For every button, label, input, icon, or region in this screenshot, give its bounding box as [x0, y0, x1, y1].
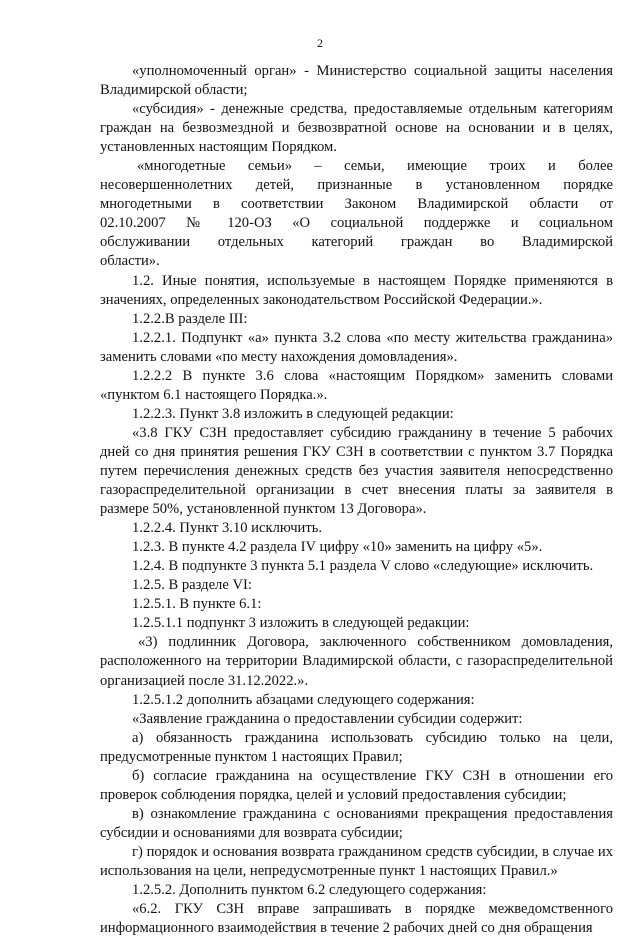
application-contents-intro: «Заявление гражданина о предоставлении субсидии содержит: — [132, 710, 523, 727]
clause-1-2-2-4: 1.2.2.4. Пункт 3.10 исключить. — [132, 520, 323, 537]
clause-1-2-2-3: 1.2.2.3. Пункт 3.8 изложить в следующей редакции: — [132, 405, 454, 422]
clause-1-2-2-2: 1.2.2.2 В пункте 3.6 слова «настоящим Порядком» заменить словами «пунктом 6.1 настоящего Порядка.». — [100, 367, 613, 403]
clause-1-2-5-1-2: 1.2.5.1.2 дополнить абзацами следующего содержания: — [132, 691, 475, 708]
list-item-v: в) ознакомление гражданина с основаниями прекращения предоставления субсидии и основаниями для возврата субсидии; — [100, 805, 613, 841]
clause-1-2-5: 1.2.5. В разделе VI: — [132, 577, 252, 594]
page-number: 2 — [317, 36, 323, 50]
quoted-subclause-3: «3) подлинник Договора, заключенного собственником домовладения, расположенного на территории Владимирской области, с газораспределительной организацией после 31.12.2022.». — [100, 634, 613, 689]
list-item-g: г) порядок и основания возврата гражданином средств субсидии, в случае их использования на цели, непредусмотренные пункт 1 настоящих Правил.» — [100, 843, 613, 879]
clause-1-2-5-1-1: 1.2.5.1.1 подпункт 3 изложить в следующей редакции: — [132, 615, 470, 632]
clause-1-2-2-1: 1.2.2.1. Подпункт «а» пункта 3.2 слова «по месту жительства гражданина» заменить словами «по месту нахождения домовладения». — [100, 329, 613, 365]
clause-1-2-5-1: 1.2.5.1. В пункте 6.1: — [132, 596, 262, 613]
definition-subsidy: «субсидия» - денежные средства, предоставляемые отдельным категориям граждан на безвозмездной и безвозвратной основе на основании и в целях, установленных настоящим Порядком. — [100, 101, 613, 156]
clause-1-2-3: 1.2.3. В пункте 4.2 раздела IV цифру «10» заменить на цифру «5». — [132, 539, 543, 556]
clause-1-2-2: 1.2.2.В разделе III: — [132, 310, 248, 327]
clause-1-2: 1.2. Иные понятия, используемые в настоящем Порядке применяются в значениях, определенных законодательством Российской Федерации.». — [100, 272, 613, 308]
definition-authorized-body: «уполномоченный орган» - Министерство социальной защиты населения Владимирской области; — [100, 63, 613, 99]
document-body — [100, 62, 613, 938]
quoted-clause-6-2: «6.2. ГКУ СЗН вправе запрашивать в порядке межведомственного информационного взаимодействия в течение 2 рабочих дней со дня обращения — [100, 901, 613, 937]
clause-1-2-5-2: 1.2.5.2. Дополнить пунктом 6.2 следующего содержания: — [132, 882, 487, 899]
list-item-a: а) обязанность гражданина использовать субсидию только на цели, предусмотренные пунктом 1 настоящих Правил; — [100, 729, 613, 765]
clause-1-2-4: 1.2.4. В подпункте 3 пункта 5.1 раздела V слово «следующие» исключить. — [132, 558, 594, 575]
quoted-clause-3-8: «3.8 ГКУ СЗН предоставляет субсидию гражданину в течение 5 рабочих дней со дня принятия решения ГКУ СЗН в соответствии с пунктом 3.7 Порядка путем перечисления денежных средств без участия заявителя непосредственно газораспределительной организации в счет внесения платы за заявителя в размере 50%, установленной пунктом 13 Договора». — [100, 424, 613, 518]
list-item-b: б) согласие гражданина на осуществление ГКУ СЗН в отношении его проверок соблюдения порядка, целей и условий предоставления субсидии; — [100, 767, 613, 803]
definition-large-families: «многодетные семьи» – семьи, имеющие троих и более несовершеннолетних детей, признанные в установленном порядке многодетными в соответствии Законом Владимирской области от 02.10.2007 № 120-ОЗ «О социальной поддержке и социальном обслуживании отдельных категорий граждан во Владимирской области». — [100, 158, 613, 270]
